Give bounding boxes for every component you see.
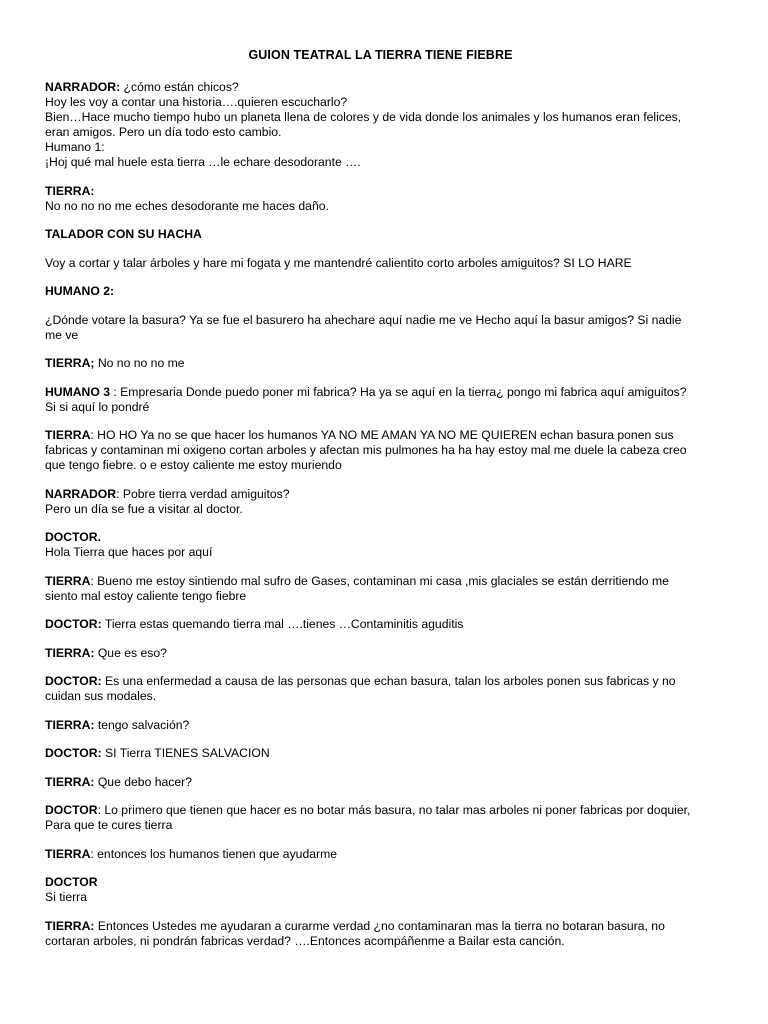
text-line: Hoy les voy a contar una historia….quieren escucharlo? — [45, 95, 348, 109]
text-line: ¿Dónde votare la basura? Ya se fue el basurero ha ahechare aquí nadie me ve Hecho aquí la basur amigos? Si nadie — [45, 312, 682, 327]
paragraph-tierra — [45, 718, 716, 733]
speaker-label: DOCTOR — [45, 875, 98, 889]
speaker-label: HUMANO 3 — [45, 384, 111, 399]
speaker-label: DOCTOR — [45, 803, 98, 817]
dialogue-text: Que debo hacer? — [94, 774, 193, 789]
text-line — [45, 803, 716, 818]
speaker-label: TIERRA: — [45, 183, 95, 198]
paragraph-humano-3 — [45, 385, 716, 415]
paragraph-tierra — [45, 184, 716, 214]
paragraph-tierra — [45, 574, 716, 604]
text-line: cuidan sus modales. — [45, 689, 157, 703]
dialogue-text: : Bueno me estoy sintiendo mal sufro de Gases, contaminan mi casa ,mis glaciales se están derritiendo me — [90, 573, 669, 588]
paragraph-tierra — [45, 646, 716, 661]
paragraph-tierra — [45, 919, 716, 949]
text-line: Humano 1: — [45, 140, 105, 154]
text-line — [45, 428, 716, 443]
dialogue-text: : Empresaria Donde puedo poner mi fabrica? Ha ya se aquí en la tierra¿ pongo mi fabrica aquí amiguitos? — [110, 384, 687, 399]
speaker-label: TIERRA — [45, 573, 91, 588]
page-title: GUION TEATRAL LA TIERRA TIENE FIEBRE — [248, 48, 513, 62]
speaker-label: DOCTOR: — [45, 617, 102, 631]
dialogue-text: No no no no me — [94, 356, 185, 370]
text-line: Si si aquí lo pondré — [45, 399, 150, 414]
speaker-label: TIERRA — [45, 428, 91, 442]
speaker-label: DOCTOR. — [45, 530, 101, 544]
text-line — [45, 847, 716, 862]
dialogue-text: Entonces Ustedes me ayudaran a curarme verdad ¿no contaminaran mas la tierra no botaran basura, no — [94, 918, 665, 933]
paragraph-tierra — [45, 847, 716, 862]
dialogue-text: Tierra estas quemando tierra mal ….tienes …Contaminitis aguditis — [101, 617, 464, 631]
paragraph-doctor — [45, 617, 716, 632]
dialogue-text: SI Tierra TIENES SALVACION — [101, 746, 270, 760]
text-line — [45, 356, 716, 371]
text-line: me ve — [45, 327, 79, 342]
dialogue-text: : Pobre tierra verdad amiguitos? — [116, 486, 290, 501]
dialogue-text: Es una enfermedad a causa de las personas que echan basura, talan los arboles ponen sus fabricas y no — [101, 674, 676, 688]
text-line: No no no no me eches desodorante me haces daño. — [45, 198, 329, 213]
paragraph-humano-2-text — [45, 313, 716, 343]
text-line — [45, 919, 716, 934]
paragraph-tierra — [45, 428, 716, 473]
paragraph-narrador-intro — [45, 80, 716, 170]
text-line — [45, 617, 716, 632]
text-line: Voy a cortar y talar árboles y hare mi fogata y me mantendré calientito corto arboles amiguitos? SI LO HARE — [45, 255, 632, 270]
text-line: Hola Tierra que haces por aquí — [45, 545, 213, 559]
dialogue-text: : HO HO Ya no se que hacer los humanos YA NO ME AMAN YA NO ME QUIEREN echan basura ponen sus — [90, 428, 674, 442]
text-line: Para que te cures tierra — [45, 818, 173, 832]
speaker-label: TIERRA: — [45, 717, 95, 732]
dialogue-text: Que es eso? — [94, 645, 167, 660]
text-line — [45, 775, 716, 790]
text-line: ¡Hoj qué mal huele esta tierra …le echare desodorante …. — [45, 155, 361, 169]
paragraph-talador — [45, 227, 716, 242]
dialogue-text: : Lo primero que tienen que hacer es no botar más basura, no talar mas arboles ni poner fabricas por doquier, — [97, 803, 691, 817]
paragraph-doctor — [45, 875, 716, 905]
paragraph-doctor — [45, 530, 716, 560]
paragraph-narrador — [45, 487, 716, 517]
paragraph-talador-text — [45, 256, 716, 271]
text-line: eran amigos. Pero un día todo esto cambio. — [45, 125, 282, 139]
text-line — [45, 385, 716, 400]
text-line: cortaran arboles, ni pondrán fabricas verdad? ….Entonces acompáñenme a Bailar esta canción. — [45, 933, 565, 948]
paragraph-tierra — [45, 356, 716, 371]
speaker-label: NARRADOR: — [45, 80, 121, 94]
paragraph-humano-2 — [45, 284, 716, 299]
text-line — [45, 646, 716, 661]
text-line — [45, 674, 716, 689]
speaker-label: TIERRA; — [45, 356, 95, 370]
paragraph-doctor — [45, 746, 716, 761]
speaker-label: TALADOR CON SU HACHA — [45, 227, 202, 241]
text-line — [45, 746, 716, 761]
speaker-label: NARRADOR — [45, 486, 117, 501]
paragraph-tierra — [45, 775, 716, 790]
paragraph-doctor — [45, 803, 716, 833]
dialogue-text: tengo salvación? — [94, 717, 190, 732]
speaker-label: DOCTOR: — [45, 746, 102, 760]
speaker-label: DOCTOR: — [45, 674, 102, 688]
text-line — [45, 80, 716, 95]
dialogue-text: ¿cómo están chicos? — [120, 80, 239, 94]
speaker-label: HUMANO 2: — [45, 284, 115, 298]
text-line: Bien…Hace mucho tiempo hubo un planeta llena de colores y de vida donde los animales y los humanos eran felices, — [45, 110, 682, 124]
speaker-label: TIERRA: — [45, 645, 95, 660]
paragraph-doctor — [45, 674, 716, 704]
speaker-label: TIERRA: — [45, 774, 95, 789]
speaker-label: TIERRA — [45, 846, 91, 861]
text-line: que tengo fiebre. o e estoy caliente me estoy muriendo — [45, 458, 342, 472]
dialogue-text: : entonces los humanos tienen que ayudarme — [90, 846, 337, 861]
text-line: Pero un día se fue a visitar al doctor. — [45, 501, 243, 516]
text-line — [45, 574, 716, 589]
text-line — [45, 718, 716, 733]
text-line — [45, 487, 716, 502]
speaker-label: TIERRA: — [45, 918, 95, 933]
text-line: Si tierra — [45, 890, 87, 904]
text-line: siento mal estoy caliente tengo fiebre — [45, 588, 247, 603]
text-line: fabricas y contaminan mi oxigeno cortan arboles y afectan mis pulmones ha ha hay estoy mal me duele la cabeza creo — [45, 443, 687, 457]
